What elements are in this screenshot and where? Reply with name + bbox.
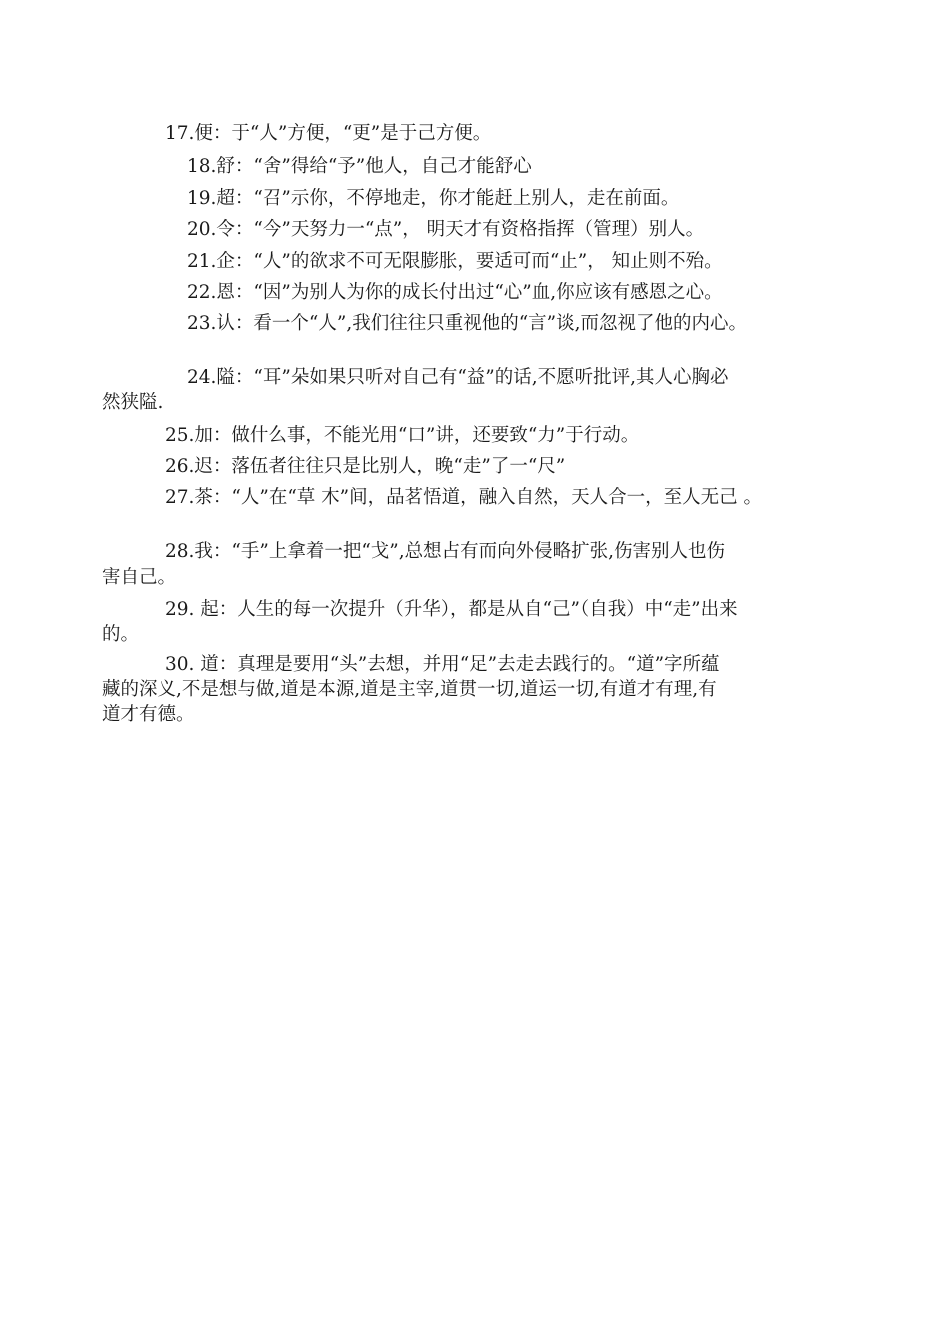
item-27: 27.茶：“人”在“草 木”间，品茗悟道，融入自然，天人合一，至人无己 。 xyxy=(165,487,763,508)
item-30-line-2: 藏的深义,不是想与做,道是本源,道是主宰,道贯一切,道运一切,有道才有理,有 xyxy=(102,679,717,700)
item-20: 20.令：“今”天努力一“点”， 明天才有资格指挥（管理）别人。 xyxy=(187,219,705,240)
item-19: 19.超：“召”示你，不停地走，你才能赶上别人，走在前面。 xyxy=(187,188,680,209)
item-26: 26.迟：落伍者往往只是比别人，晚“走”了一“尺” xyxy=(165,456,566,477)
item-25: 25.加：做什么事，不能光用“口”讲，还要致“力”于行动。 xyxy=(165,425,640,446)
item-22: 22.恩：“因”为别人为你的成长付出过“心”血,你应该有感恩之心。 xyxy=(187,282,723,303)
item-30-line-3: 道才有德。 xyxy=(102,704,195,725)
item-28-line-1: 28.我：“手”上拿着一把“戈”,总想占有而向外侵略扩张,伤害别人也伤 xyxy=(165,541,726,562)
item-29-line-1: 29. 起：人生的每一次提升（升华），都是从自“己”（自我）中“走”出来 xyxy=(165,599,738,620)
item-21: 21.企：“人”的欲求不可无限膨胀，要适可而“止”， 知止则不殆。 xyxy=(187,251,723,272)
item-17: 17.便：于“人”方便，“更”是于己方便。 xyxy=(165,123,492,144)
item-18: 18.舒：“舍”得给“予”他人，自己才能舒心 xyxy=(187,156,532,177)
item-24-line-2: 然狭隘. xyxy=(102,392,164,413)
item-30-line-1: 30. 道：真理是要用“头”去想，并用“足”去走去践行的。“道”字所蕴 xyxy=(165,654,720,675)
item-24-line-1: 24.隘：“耳”朵如果只听对自己有“益”的话,不愿听批评,其人心胸必 xyxy=(187,367,729,388)
item-23: 23.认：看一个“人”,我们往往只重视他的“言”谈,而忽视了他的内心。 xyxy=(187,313,748,334)
item-28-line-2: 害自己。 xyxy=(102,567,177,588)
item-29-line-2: 的。 xyxy=(102,624,140,645)
